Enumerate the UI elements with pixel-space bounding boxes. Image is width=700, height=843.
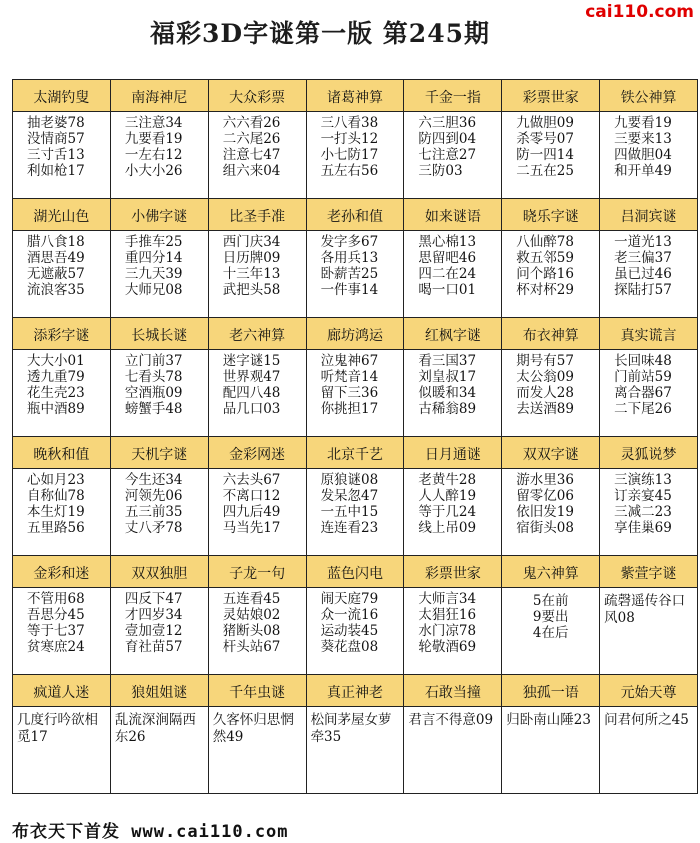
riddle-lines [307, 231, 404, 298]
riddle-cell [502, 318, 600, 437]
riddle-lines [404, 469, 501, 536]
riddle-line: 丈八矛78 [124, 520, 183, 536]
riddle-line: 门前站59 [614, 369, 672, 385]
riddle-line: 三演练13 [614, 472, 672, 488]
riddle-cell [502, 80, 600, 199]
riddle-line: 原狼谜08 [320, 472, 379, 488]
riddle-cell [209, 199, 307, 318]
riddle-cell [600, 80, 698, 199]
riddle-line: 一左右12 [124, 147, 183, 163]
riddle-line: 猪断头08 [222, 623, 281, 639]
riddle-cell [111, 437, 209, 556]
riddle-author-header: 双双独胆 [111, 556, 208, 588]
riddle-lines [600, 112, 697, 179]
riddle-author-header: 鬼六神算 [502, 556, 599, 588]
riddle-line: 君言不得意09 [408, 712, 494, 728]
riddle-line: 各用兵13 [320, 250, 379, 266]
riddle-cell [600, 318, 698, 437]
riddle-line: 宿街头08 [516, 520, 574, 536]
riddle-line: 大大小01 [27, 353, 85, 369]
riddle-author-header: 彩票世家 [404, 556, 501, 588]
riddle-author-header: 小佛字谜 [111, 199, 208, 231]
riddle-line: 杀零号07 [516, 131, 574, 147]
riddle-line: 马当先17 [222, 520, 281, 536]
riddle-line: 探陆打57 [614, 282, 672, 298]
riddle-author-header: 布衣神算 [502, 318, 599, 350]
riddle-line: 透九重79 [27, 369, 85, 385]
riddle-author-header: 如来谜语 [404, 199, 501, 231]
riddle-author-header: 大众彩票 [209, 80, 306, 112]
riddle-line: 几度行吟欲相觅17 [17, 712, 98, 745]
riddle-cell [600, 437, 698, 556]
riddle-lines [209, 588, 306, 655]
riddle-lines [13, 469, 110, 536]
riddle-line: 西门庆34 [222, 234, 281, 250]
riddle-line: 组六来04 [222, 163, 281, 179]
riddle-lines [307, 469, 404, 536]
riddle-author-header: 真正神老 [307, 675, 404, 707]
riddle-line: 众一流16 [320, 607, 379, 623]
riddle-line: 三八看38 [320, 115, 379, 131]
riddle-line: 归卧南山陲23 [506, 712, 591, 728]
riddle-cell [600, 556, 698, 675]
riddle-line: 运动装45 [320, 623, 379, 639]
riddle-cell [111, 199, 209, 318]
riddle-line: 不离口12 [222, 488, 281, 504]
riddle-line: 杆头站67 [222, 639, 281, 655]
riddle-line: 酒思吾49 [27, 250, 85, 266]
riddle-cell [13, 318, 111, 437]
riddle-line: 轮敬酒69 [418, 639, 477, 655]
riddle-line: 二下尾26 [614, 401, 672, 417]
riddle-line: 葵花盘08 [320, 639, 379, 655]
riddle-line: 一道光13 [614, 234, 672, 250]
riddle-line: 人人醉19 [418, 488, 477, 504]
riddle-line: 配四八48 [222, 385, 281, 401]
riddle-lines [209, 469, 306, 536]
riddle-author-header: 廊坊鸿运 [307, 318, 404, 350]
riddle-line: 四反下47 [124, 591, 183, 607]
riddle-lines [502, 469, 599, 536]
riddle-line: 4在后 [532, 625, 569, 641]
riddle-author-header: 红枫字谜 [404, 318, 501, 350]
riddle-line: 五连看45 [222, 591, 281, 607]
riddle-lines [209, 112, 306, 179]
riddle-line: 九要看19 [614, 115, 672, 131]
riddle-line: 去送酒89 [516, 401, 574, 417]
riddle-cell [13, 199, 111, 318]
riddle-author-header: 老六神算 [209, 318, 306, 350]
riddle-cell [111, 318, 209, 437]
riddle-lines [307, 350, 404, 417]
riddle-lines [502, 112, 599, 179]
riddle-cell [307, 199, 405, 318]
riddle-line: 救五邻59 [516, 250, 574, 266]
riddle-author-header: 日月通谜 [404, 437, 501, 469]
riddle-line: 三要来13 [614, 131, 672, 147]
riddle-lines [600, 707, 697, 729]
riddle-lines [404, 350, 501, 417]
riddle-lines [111, 112, 208, 179]
riddle-cell [502, 556, 600, 675]
riddle-line: 等于七37 [27, 623, 85, 639]
riddle-line: 留下三36 [320, 385, 379, 401]
riddle-line: 似暖和34 [418, 385, 477, 401]
riddle-line: 发字多67 [320, 234, 379, 250]
riddle-lines [307, 707, 404, 746]
riddle-line: 八仙醉78 [516, 234, 574, 250]
riddle-line: 线上吊09 [418, 520, 477, 536]
riddle-author-header: 晓乐字谜 [502, 199, 599, 231]
riddle-line: 思留吧46 [418, 250, 477, 266]
riddle-lines [502, 350, 599, 417]
riddle-author-header: 南海神尼 [111, 80, 208, 112]
riddle-line: 七注意27 [418, 147, 477, 163]
riddle-author-header: 比圣手准 [209, 199, 306, 231]
riddle-line: 螃蟹手48 [124, 401, 183, 417]
riddle-cell [307, 318, 405, 437]
riddle-lines [13, 231, 110, 298]
riddle-line: 大师兄08 [124, 282, 183, 298]
riddle-line: 防一四14 [516, 147, 574, 163]
riddle-lines [600, 350, 697, 417]
riddle-author-header: 真实谎言 [600, 318, 697, 350]
riddle-lines [600, 588, 697, 627]
riddle-line: 防四到04 [418, 131, 477, 147]
riddle-lines [502, 231, 599, 298]
riddle-line: 看三国37 [418, 353, 477, 369]
riddle-line: 灵姑娘02 [222, 607, 281, 623]
riddle-cell [111, 556, 209, 675]
riddle-line: 四二在24 [418, 266, 477, 282]
riddle-line: 等于几24 [418, 504, 477, 520]
riddle-author-header: 北京千艺 [307, 437, 404, 469]
riddle-line: 自称仙78 [27, 488, 85, 504]
riddle-cell [404, 318, 502, 437]
riddle-line: 古稀翁89 [418, 401, 477, 417]
riddle-cell [404, 80, 502, 199]
riddle-line: 疏磬遥传谷口风08 [604, 593, 686, 626]
riddle-line: 四九后49 [222, 504, 281, 520]
riddle-cell [209, 437, 307, 556]
riddle-author-header: 彩票世家 [502, 80, 599, 112]
riddle-lines [13, 112, 110, 179]
riddle-line: 十三年13 [222, 266, 281, 282]
site-watermark: cai110.com [585, 2, 694, 22]
riddle-line: 留零亿06 [516, 488, 574, 504]
riddle-line: 老黄牛28 [418, 472, 477, 488]
riddle-line: 抽老婆78 [27, 115, 85, 131]
riddle-line: 六去头67 [222, 472, 281, 488]
riddle-line: 河领先06 [124, 488, 183, 504]
riddle-author-header: 铁公神算 [600, 80, 697, 112]
riddle-cell [111, 80, 209, 199]
riddle-line: 二五在25 [516, 163, 574, 179]
riddle-line: 没情商57 [27, 131, 85, 147]
riddle-lines [13, 350, 110, 417]
riddle-author-header: 长城长谜 [111, 318, 208, 350]
riddle-line: 六六看26 [222, 115, 281, 131]
riddle-line: 游水里36 [516, 472, 574, 488]
riddle-line: 五里路56 [27, 520, 85, 536]
riddle-author-header: 独孤一语 [502, 675, 599, 707]
riddle-line: 注意七47 [222, 147, 281, 163]
riddle-line: 九要看19 [124, 131, 183, 147]
riddle-line: 和开单49 [614, 163, 672, 179]
riddle-lines [111, 707, 208, 746]
riddle-line: 久客怀归思惘然49 [212, 712, 294, 745]
riddle-lines [111, 350, 208, 417]
riddle-line: 享佳巢69 [614, 520, 672, 536]
riddle-lines [404, 588, 501, 655]
riddle-lines [502, 588, 599, 641]
riddle-lines [111, 469, 208, 536]
riddle-line: 一件事14 [320, 282, 379, 298]
riddle-lines [404, 707, 501, 729]
riddle-cell [502, 437, 600, 556]
riddle-line: 闹天庭79 [320, 591, 379, 607]
riddle-line: 无遮蔽57 [27, 266, 85, 282]
riddle-author-header: 吕洞宾谜 [600, 199, 697, 231]
riddle-line: 今生还34 [124, 472, 183, 488]
riddle-line: 立门前37 [124, 353, 183, 369]
riddle-line: 心如月23 [27, 472, 85, 488]
riddle-line: 不管用68 [27, 591, 85, 607]
riddle-line: 离合器67 [614, 385, 672, 401]
riddle-author-header: 金彩和迷 [13, 556, 110, 588]
riddle-lines [502, 707, 599, 729]
riddle-cell [209, 80, 307, 199]
riddle-author-header: 太湖钓叟 [13, 80, 110, 112]
riddle-line: 世界观47 [222, 369, 281, 385]
riddle-lines [307, 588, 404, 655]
riddle-line: 泣鬼神67 [320, 353, 379, 369]
riddle-line: 大师言34 [418, 591, 477, 607]
riddle-line: 七看头78 [124, 369, 183, 385]
riddle-cell [307, 437, 405, 556]
riddle-lines [111, 231, 208, 298]
riddle-line: 听梵音14 [320, 369, 379, 385]
riddle-line: 四做胆04 [614, 147, 672, 163]
riddle-lines [209, 350, 306, 417]
riddle-lines [600, 469, 697, 536]
riddle-cell [209, 318, 307, 437]
riddle-author-header: 晚秋和值 [13, 437, 110, 469]
riddle-line: 五左右56 [320, 163, 379, 179]
riddle-cell [13, 437, 111, 556]
riddle-cell [502, 199, 600, 318]
riddle-line: 卧薪苦25 [320, 266, 379, 282]
riddle-line: 连连看23 [320, 520, 379, 536]
riddle-lines [600, 231, 697, 298]
riddle-lines [13, 588, 110, 655]
riddle-line: 长回味48 [614, 353, 672, 369]
riddle-line: 手推车25 [124, 234, 183, 250]
riddle-lines [404, 231, 501, 298]
riddle-line: 贫寒庶24 [27, 639, 85, 655]
riddle-line: 问君何所之45 [604, 712, 689, 728]
riddle-line: 九做胆09 [516, 115, 574, 131]
riddle-line: 瓶中酒89 [27, 401, 85, 417]
riddle-line: 品几口03 [222, 401, 281, 417]
riddle-line: 老三偏37 [614, 250, 672, 266]
riddle-lines [111, 588, 208, 655]
riddle-line: 一打头12 [320, 131, 379, 147]
riddle-line: 订亲宴45 [614, 488, 672, 504]
riddle-line: 刘皇叔17 [418, 369, 477, 385]
riddle-line: 武把头58 [222, 282, 281, 298]
riddle-lines [209, 231, 306, 298]
riddle-line: 腊八食18 [27, 234, 85, 250]
riddle-author-header: 湖光山色 [13, 199, 110, 231]
riddle-line: 松间茅屋女萝牵35 [310, 712, 392, 745]
riddle-line: 迷字谜15 [222, 353, 281, 369]
riddle-cell [600, 675, 698, 794]
riddle-line: 小七防17 [320, 147, 379, 163]
riddle-line: 二六尾26 [222, 131, 281, 147]
riddle-line: 小大小26 [124, 163, 183, 179]
riddle-cell [404, 199, 502, 318]
riddle-line: 流浪客35 [27, 282, 85, 298]
riddle-line: 吾思分45 [27, 607, 85, 623]
riddle-line: 育社苗57 [124, 639, 183, 655]
riddle-cell [209, 675, 307, 794]
riddle-line: 三减二23 [614, 504, 672, 520]
riddle-line: 才四岁34 [124, 607, 183, 623]
riddle-cell [307, 675, 405, 794]
riddle-line: 9要出 [532, 609, 569, 625]
riddle-line: 太猖狂16 [418, 607, 477, 623]
riddle-author-header: 千金一指 [404, 80, 501, 112]
riddle-lines [307, 112, 404, 179]
riddle-cell [13, 556, 111, 675]
riddle-line: 六三胆36 [418, 115, 477, 131]
riddle-cell [307, 556, 405, 675]
riddle-author-header: 双双字谜 [502, 437, 599, 469]
riddle-lines [13, 707, 110, 746]
page-title: 福彩3D字谜第一版 第245期 [150, 19, 490, 48]
riddle-lines [404, 112, 501, 179]
riddle-line: 空酒瓶09 [124, 385, 183, 401]
riddle-line: 问个路16 [516, 266, 574, 282]
riddle-cell [111, 675, 209, 794]
riddle-cell [307, 80, 405, 199]
riddle-author-header: 千年虫谜 [209, 675, 306, 707]
riddle-line: 期号有57 [516, 353, 574, 369]
riddle-line: 三注意34 [124, 115, 183, 131]
riddle-line: 发呆忽47 [320, 488, 379, 504]
riddle-line: 本生灯19 [27, 504, 85, 520]
riddle-line: 三寸舌13 [27, 147, 85, 163]
riddle-line: 日历牌09 [222, 250, 281, 266]
riddle-line: 依旧发19 [516, 504, 574, 520]
riddle-author-header: 老孙和值 [307, 199, 404, 231]
riddle-author-header: 元始天尊 [600, 675, 697, 707]
riddle-author-header: 蓝色闪电 [307, 556, 404, 588]
riddle-line: 花生壳23 [27, 385, 85, 401]
riddle-line: 喝一口01 [418, 282, 477, 298]
riddle-author-header: 金彩网迷 [209, 437, 306, 469]
riddle-line: 乱流深涧隔西东26 [114, 712, 196, 745]
riddle-author-header: 天机字谜 [111, 437, 208, 469]
riddle-line: 水门凉78 [418, 623, 477, 639]
riddle-line: 五三前35 [124, 504, 183, 520]
riddle-line: 利如枪17 [27, 163, 85, 179]
riddle-author-header: 石敢当撞 [404, 675, 501, 707]
riddle-line: 壹加壹12 [124, 623, 183, 639]
riddle-line: 三九天39 [124, 266, 183, 282]
riddle-line: 重四分14 [124, 250, 183, 266]
riddle-author-header: 狼姐姐谜 [111, 675, 208, 707]
riddle-line: 一五中15 [320, 504, 379, 520]
riddle-author-header: 诸葛神算 [307, 80, 404, 112]
riddle-cell [209, 556, 307, 675]
riddle-author-header: 添彩字谜 [13, 318, 110, 350]
riddle-line: 虽已过46 [614, 266, 672, 282]
riddle-line: 黑心棉13 [418, 234, 477, 250]
riddle-line: 你挑担17 [320, 401, 379, 417]
riddle-author-header: 灵狐说梦 [600, 437, 697, 469]
riddle-table [12, 79, 698, 794]
riddle-line: 杯对杯29 [516, 282, 574, 298]
riddle-author-header: 疯道人迷 [13, 675, 110, 707]
riddle-cell [13, 80, 111, 199]
riddle-line: 三防03 [418, 163, 463, 179]
riddle-line: 而发人28 [516, 385, 574, 401]
footer-banner: 布衣天下首发 www.cai110.com [12, 822, 289, 842]
riddle-lines [209, 707, 306, 746]
riddle-cell [404, 437, 502, 556]
riddle-cell [404, 556, 502, 675]
riddle-cell [404, 675, 502, 794]
riddle-cell [13, 675, 111, 794]
riddle-author-header: 紫萱字谜 [600, 556, 697, 588]
riddle-cell [600, 199, 698, 318]
riddle-line: 5在前 [532, 593, 569, 609]
riddle-author-header: 子龙一句 [209, 556, 306, 588]
riddle-line: 太公翁09 [516, 369, 574, 385]
riddle-cell [502, 675, 600, 794]
